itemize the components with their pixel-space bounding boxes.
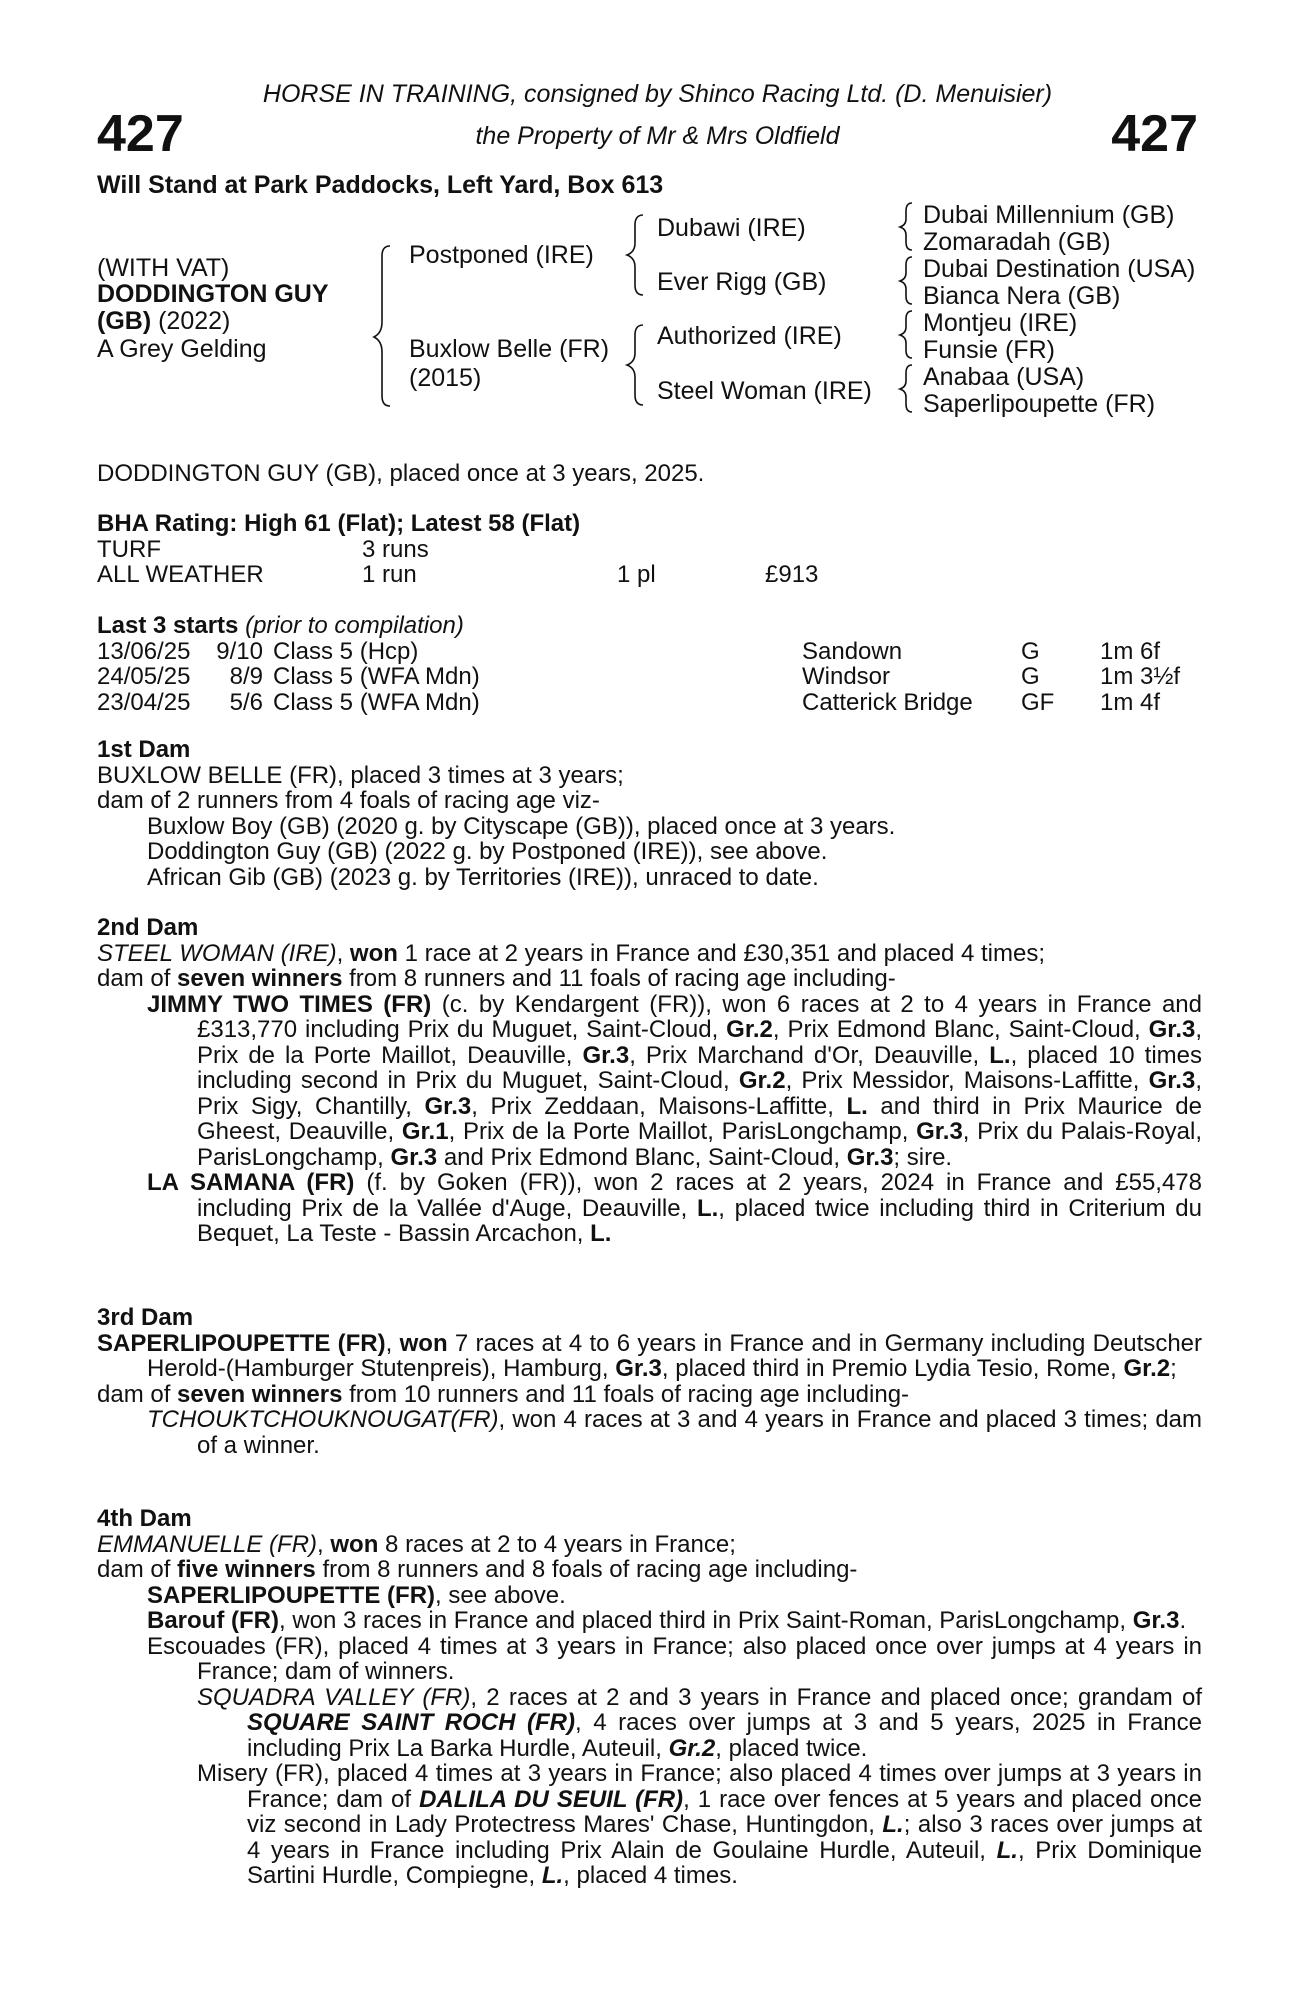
start-course: Windsor bbox=[802, 663, 891, 690]
third-dam-section bbox=[97, 1305, 1202, 1458]
start-race: Class 5 (Hcp) bbox=[273, 637, 419, 665]
progeny-text: , Prix Marchand d'Or, Deauville, bbox=[629, 1041, 980, 1069]
third-dam-record: SAPERLIPOUPETTE (FR), won 7 races at 4 to 6 years in France and in Germany including Deutscher Herold-(Hamburger Stutenpreis), Hamburg, Gr.3, placed third in Premio Lydia Tesio, Rome, Gr.2; bbox=[97, 1329, 1203, 1382]
last-starts-note: (prior to compilation) bbox=[245, 612, 464, 639]
period: . bbox=[1179, 1607, 1187, 1634]
last-starts-section bbox=[97, 613, 1202, 715]
progeny-text: , Prix de la Porte Maillot, Deauville, bbox=[197, 1016, 1203, 1069]
group-3: Gr.3 bbox=[424, 1092, 472, 1120]
horse-name: DODDINGTON GUY bbox=[97, 280, 329, 308]
great-grandparent-7: Anabaa (USA) bbox=[923, 363, 1085, 391]
third-dam-produce bbox=[97, 1382, 1202, 1408]
last-starts-heading-line bbox=[97, 613, 1202, 639]
great-grandparent-3: Dubai Destination (USA) bbox=[923, 255, 1196, 283]
start-date: 23/04/25 bbox=[97, 688, 191, 716]
start-date: 13/06/25 bbox=[97, 637, 191, 665]
progeny-text: , placed twice. bbox=[715, 1734, 868, 1762]
first-dam-section bbox=[97, 737, 1202, 890]
second-dam-wins: 1 race at 2 years in France and £30,351 and placed 4 times; bbox=[404, 939, 1045, 967]
group-3: Gr.3 bbox=[390, 1143, 438, 1171]
great-grandparent-2: Zomaradah (GB) bbox=[923, 228, 1111, 256]
progeny-text: , 4 races over jumps at 3 and 5 years, 2025 in France including Prix La Barka Hurdle, Auteuil, bbox=[247, 1709, 1202, 1762]
second-dam: Steel Woman (IRE) bbox=[657, 377, 872, 405]
property-line: the Property of Mr & Mrs Oldfield bbox=[475, 122, 840, 150]
runners-foals: from 8 runners and 11 foals of racing age including- bbox=[349, 965, 896, 992]
group-3: Gr.3 bbox=[615, 1355, 662, 1382]
group-3: Gr.3 bbox=[916, 1118, 963, 1145]
progeny-text: ; sire. bbox=[893, 1143, 953, 1171]
great-grandparent-4: Bianca Nera (GB) bbox=[923, 282, 1121, 310]
rating-row bbox=[97, 537, 818, 563]
group-1: Gr.1 bbox=[401, 1118, 449, 1145]
second-dam-record: STEEL WOMAN (IRE), won 1 race at 2 years in France and £30,351 and placed 4 times; bbox=[97, 939, 1045, 967]
progeny-text: and Prix Edmond Blanc, Saint-Cloud, bbox=[443, 1143, 841, 1171]
dam-sire: Authorized (IRE) bbox=[657, 322, 842, 350]
runs: 3 runs bbox=[362, 535, 429, 563]
second-dam-section bbox=[97, 915, 1202, 1247]
won-label: won bbox=[349, 939, 398, 967]
progeny-entry bbox=[97, 1685, 1202, 1762]
progeny-text: , placed 4 times. bbox=[563, 1862, 738, 1889]
listed: L. bbox=[882, 1811, 904, 1838]
progeny-text: , Prix Edmond Blanc, Saint-Cloud, bbox=[772, 1016, 1141, 1043]
listed: L. bbox=[541, 1862, 564, 1889]
start-going: GF bbox=[1021, 688, 1055, 716]
group-2: Gr.2 bbox=[1123, 1355, 1171, 1382]
rating-table bbox=[97, 537, 818, 588]
start-position: 8/9 bbox=[229, 663, 263, 690]
progeny-text: , Prix Zeddaan, Maisons-Laffitte, bbox=[471, 1092, 834, 1120]
progeny-text: , Prix Messidor, Maisons-Laffitte, bbox=[785, 1067, 1140, 1094]
main-brace bbox=[374, 246, 390, 406]
runners-foals: from 10 runners and 11 foals of racing age including- bbox=[349, 1380, 910, 1408]
listed: L. bbox=[989, 1041, 1011, 1069]
fourth-dam-heading: 4th Dam bbox=[97, 1505, 192, 1532]
start-race: Class 5 (WFA Mdn) bbox=[273, 688, 480, 716]
progeny-text: , Prix Dominique Sartini Hurdle, Compiegne, bbox=[247, 1836, 1203, 1889]
second-dam-produce bbox=[97, 966, 1202, 992]
placings bbox=[617, 537, 765, 563]
start-row bbox=[97, 690, 1180, 716]
record-text: , placed third in Premio Lydia Tesio, Rome, bbox=[661, 1355, 1117, 1382]
progeny-name: TCHOUKTCHOUKNOUGAT(FR) bbox=[147, 1406, 499, 1433]
listed: L. bbox=[846, 1092, 868, 1120]
sire-name: Postponed (IRE) bbox=[409, 241, 594, 269]
progeny-text: , see above. bbox=[435, 1581, 566, 1609]
progeny-text: and third in Prix Maurice de Gheest, Deauville, bbox=[197, 1092, 1202, 1145]
progeny-entry: Escouades (FR), placed 4 times at 3 years in France; also placed once over jumps at 4 years in France; dam of winners. bbox=[147, 1632, 1202, 1685]
fourth-dam-record: EMMANUELLE (FR), won 8 races at 2 to 4 years in France; bbox=[97, 1530, 736, 1558]
progeny-text: , won 3 races in France and placed third in Prix Saint-Roman, ParisLongchamp, bbox=[278, 1607, 1127, 1634]
progeny-text: , 2 races at 2 and 3 years in France and placed once; grandam of bbox=[470, 1683, 1202, 1711]
dam-of-label: dam of bbox=[97, 965, 171, 992]
progeny-text: Misery (FR), placed 4 times at 3 years in France; also placed 4 times over jumps at 3 years in France; dam of bbox=[197, 1760, 1202, 1813]
winners-count: five winners bbox=[177, 1556, 316, 1583]
third-dam-heading: 3rd Dam bbox=[97, 1304, 194, 1331]
start-position: 9/10 bbox=[216, 637, 263, 665]
start-going: G bbox=[1021, 637, 1040, 665]
last-starts-table bbox=[97, 639, 1180, 716]
start-row bbox=[97, 664, 1180, 690]
start-position: 5/6 bbox=[229, 688, 263, 716]
horse-country: (GB) bbox=[97, 307, 152, 335]
progeny-entry bbox=[97, 1608, 1202, 1634]
progeny-text: , won 4 races at 3 and 4 years in France and placed 3 times; dam of a winner. bbox=[197, 1406, 1202, 1459]
progeny-text: , placed 10 times including second in Prix du Muguet, Saint-Cloud, bbox=[197, 1041, 1202, 1094]
listed: L. bbox=[696, 1194, 719, 1222]
start-going: G bbox=[1021, 663, 1040, 690]
record-text: 8 races at 2 to 4 years in France; bbox=[385, 1530, 736, 1558]
progeny-name: Barouf (FR) bbox=[147, 1607, 279, 1634]
progeny-text: , Prix de la Porte Maillot, ParisLongchamp, bbox=[448, 1118, 909, 1145]
last-starts-heading: Last 3 starts bbox=[97, 612, 239, 639]
record-text: 7 races at 4 to 6 years in France and in Germany including Deutscher Herold-(Hamburger Stutenpreis), Hamburg, bbox=[147, 1329, 1203, 1382]
brace-2 bbox=[900, 257, 912, 304]
group-3: Gr.3 bbox=[846, 1143, 894, 1171]
progeny-entry bbox=[97, 1170, 1202, 1247]
record-text: ; bbox=[1170, 1355, 1177, 1382]
start-distance: 1m 6f bbox=[1100, 637, 1161, 665]
progeny-text: , 1 race over fences at 5 years and placed once viz second in Lady Protectress Mares' Chase, Huntingdon, bbox=[247, 1785, 1203, 1838]
surface: ALL WEATHER bbox=[97, 561, 264, 588]
fourth-dam-produce bbox=[97, 1557, 1202, 1583]
dam-name: Buxlow Belle (FR) bbox=[409, 335, 610, 363]
consignment-line: HORSE IN TRAINING, consigned by Shinco Racing Ltd. (D. Menuisier) bbox=[262, 80, 1053, 108]
rating-heading: BHA Rating: High 61 (Flat); Latest 58 (Flat) bbox=[97, 510, 581, 537]
progeny-name: SQUADRA VALLEY (FR) bbox=[197, 1683, 471, 1711]
progeny-text: (c. by Kendargent (FR)), won 6 races at 2 to 4 years in France and £313,770 including Prix du Muguet, Saint-Cloud, bbox=[197, 990, 1202, 1043]
dam-year: (2015) bbox=[409, 364, 482, 392]
won-label: won bbox=[330, 1530, 379, 1558]
progeny-name: SAPERLIPOUPETTE (FR) bbox=[147, 1581, 436, 1609]
great-grandparent-5: Montjeu (IRE) bbox=[923, 309, 1078, 337]
fourth-dam-section bbox=[97, 1506, 1202, 1889]
group-2: Gr.2 bbox=[726, 1016, 773, 1043]
runners-foals: from 8 runners and 8 foals of racing age including- bbox=[322, 1556, 858, 1583]
group-2: Gr.2 bbox=[738, 1067, 786, 1094]
start-distance: 1m 4f bbox=[1100, 688, 1161, 716]
brace-1 bbox=[900, 203, 912, 250]
runs: 1 run bbox=[362, 561, 417, 588]
race-summary: DODDINGTON GUY (GB), placed once at 3 years, 2025. bbox=[97, 460, 705, 487]
progeny-entry bbox=[97, 1761, 1202, 1889]
progeny-text: , Prix Sigy, Chantilly, bbox=[197, 1067, 1202, 1120]
start-course: Sandown bbox=[802, 637, 903, 665]
great-grandparent-1: Dubai Millennium (GB) bbox=[923, 201, 1175, 229]
lot-number-left: 427 bbox=[97, 105, 184, 163]
winners-count: seven winners bbox=[177, 1380, 343, 1408]
start-course: Catterick Bridge bbox=[802, 688, 973, 716]
progeny-text: , placed twice including third in Criterium du Bequet, La Teste - Bassin Arcachon, bbox=[197, 1194, 1203, 1247]
surface: TURF bbox=[97, 535, 161, 563]
listed: L. bbox=[590, 1220, 612, 1247]
start-distance: 1m 3½f bbox=[1100, 663, 1181, 690]
foal-entry: African Gib (GB) (2023 g. by Territories (IRE)), unraced to date. bbox=[147, 863, 819, 891]
great-grandparent-8: Saperlipoupette (FR) bbox=[923, 390, 1156, 418]
horse-description: A Grey Gelding bbox=[97, 335, 267, 363]
grandchild-name: SQUARE SAINT ROCH (FR) bbox=[247, 1709, 575, 1736]
progeny-entry bbox=[97, 1583, 1202, 1609]
progeny-entry bbox=[97, 1407, 1202, 1458]
brace-4 bbox=[900, 365, 912, 412]
stand-location: Will Stand at Park Paddocks, Left Yard, Box 613 bbox=[97, 171, 664, 199]
second-dam-heading: 2nd Dam bbox=[97, 914, 199, 941]
listed: L. bbox=[996, 1836, 1018, 1864]
start-race: Class 5 (WFA Mdn) bbox=[273, 663, 480, 690]
sire-brace bbox=[627, 215, 643, 295]
rating-section bbox=[97, 511, 1202, 588]
third-dam-name: SAPERLIPOUPETTE (FR) bbox=[97, 1329, 386, 1357]
placings: 1 pl bbox=[617, 561, 656, 588]
group-3: Gr.3 bbox=[1148, 1016, 1196, 1043]
won-label: won bbox=[399, 1329, 448, 1357]
first-dam-produce: dam of 2 runners from 4 foals of racing age viz- bbox=[97, 787, 600, 814]
fourth-dam-name: EMMANUELLE (FR) bbox=[97, 1530, 318, 1558]
dam-of-label: dam of bbox=[97, 1556, 171, 1583]
horse-year: (2022) bbox=[158, 307, 231, 335]
foal-entry: Buxlow Boy (GB) (2020 g. by Cityscape (GB)), placed once at 3 years. bbox=[147, 812, 896, 840]
progeny-text: (f. by Goken (FR)), won 2 races at 2 years, 2024 in France and £55,478 including Prix de la Vallée d'Auge, Deauville, bbox=[197, 1169, 1203, 1222]
second-dam-name: STEEL WOMAN (IRE) bbox=[97, 939, 337, 967]
lot-number-right: 427 bbox=[1111, 105, 1198, 163]
first-dam-heading: 1st Dam bbox=[97, 736, 191, 763]
start-date: 24/05/25 bbox=[97, 663, 191, 690]
progeny-entry bbox=[97, 992, 1202, 1171]
winners-count: seven winners bbox=[177, 965, 343, 992]
group-2: Gr.2 bbox=[668, 1734, 716, 1762]
first-dam-record: BUXLOW BELLE (FR), placed 3 times at 3 years; bbox=[97, 761, 624, 789]
foal-entry: Doddington Guy (GB) (2022 g. by Postponed (IRE)), see above. bbox=[147, 838, 828, 865]
progeny-text: , Prix du Palais-Royal, ParisLongchamp, bbox=[197, 1118, 1203, 1171]
progeny-name: LA SAMANA (FR) bbox=[147, 1169, 355, 1196]
great-grandparent-6: Funsie (FR) bbox=[923, 336, 1055, 364]
grandchild-name: DALILA DU SEUIL (FR) bbox=[419, 1785, 684, 1813]
earnings: £913 bbox=[765, 561, 819, 588]
group-3: Gr.3 bbox=[1148, 1067, 1196, 1094]
group-3: Gr.3 bbox=[1132, 1607, 1180, 1634]
vat-label: (WITH VAT) bbox=[97, 254, 230, 282]
dam-of-label: dam of bbox=[97, 1380, 171, 1408]
progeny-text: ; also 3 races over jumps at 4 years in France including Prix Alain de Goulaine Hurdle, Auteuil, bbox=[247, 1811, 1203, 1864]
start-row bbox=[97, 639, 1180, 665]
dam-brace bbox=[627, 325, 643, 405]
group-3: Gr.3 bbox=[582, 1041, 630, 1069]
granddam: Ever Rigg (GB) bbox=[657, 268, 827, 296]
earnings bbox=[765, 537, 818, 563]
grandsire: Dubawi (IRE) bbox=[657, 214, 806, 242]
progeny-name: JIMMY TWO TIMES (FR) bbox=[147, 990, 432, 1018]
rating-row bbox=[97, 562, 818, 588]
brace-3 bbox=[900, 311, 912, 358]
